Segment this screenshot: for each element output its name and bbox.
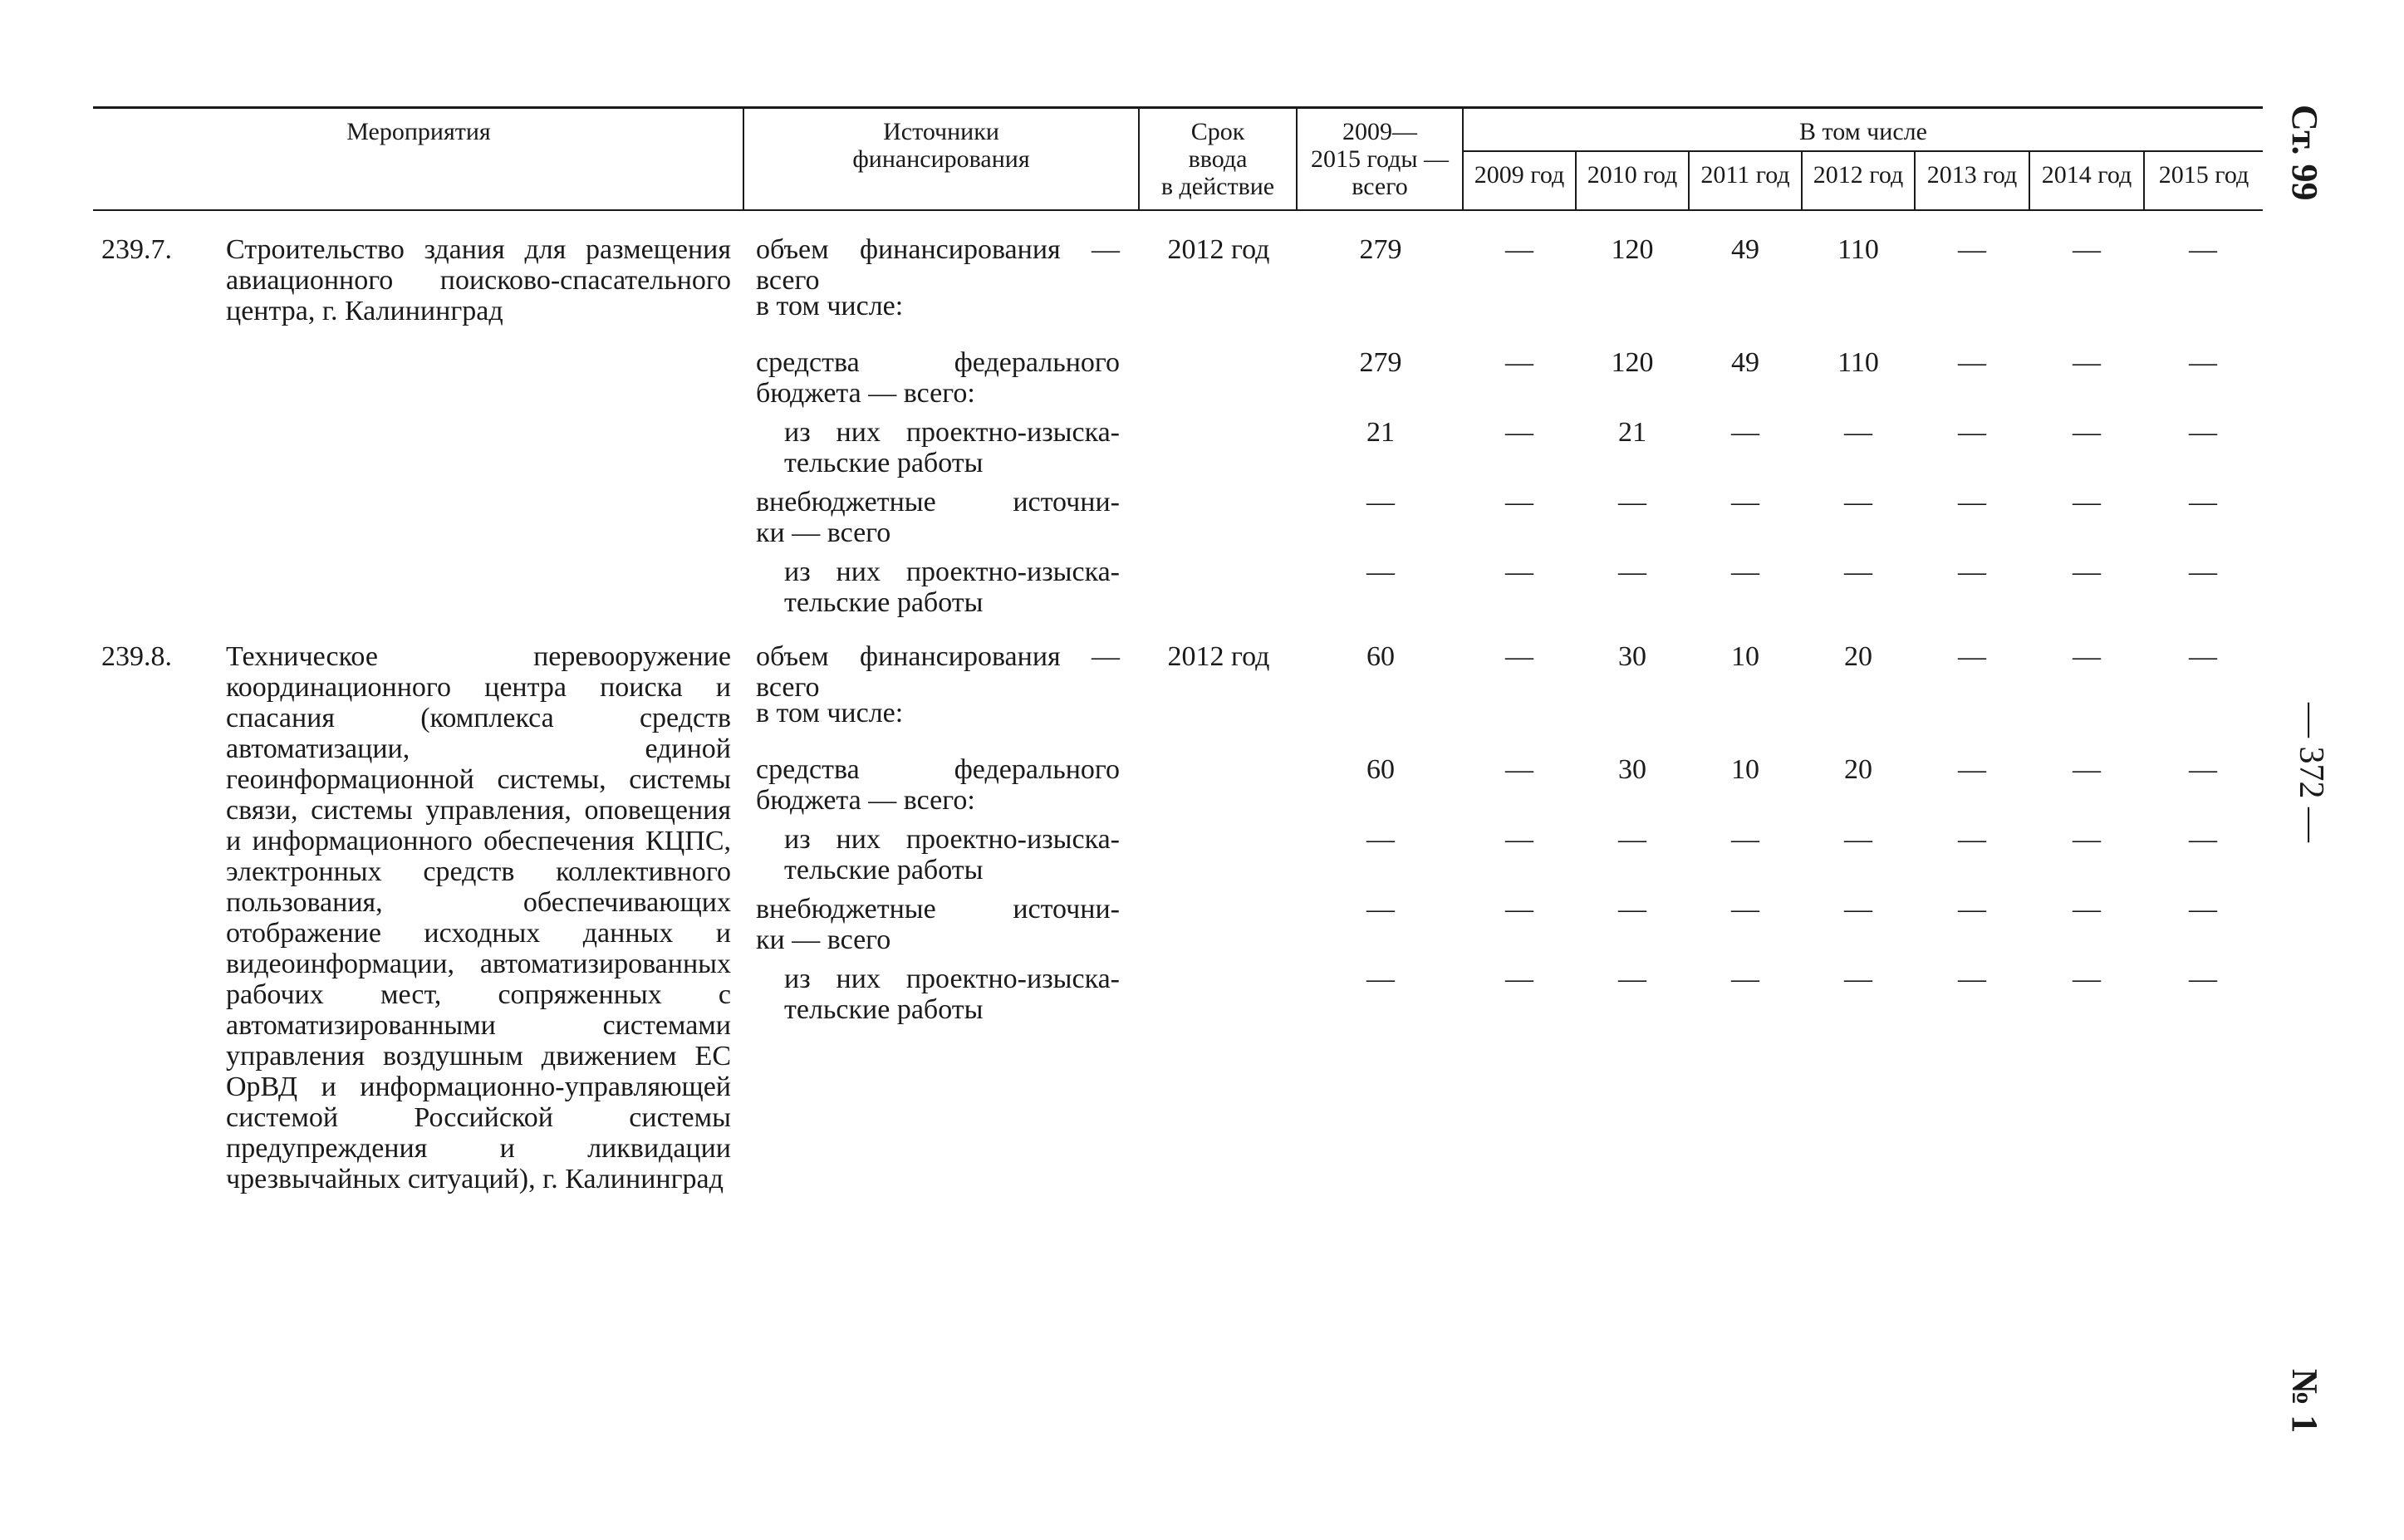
total-value: 21 [1366, 417, 1395, 448]
year-value: 30 [1618, 754, 1646, 785]
year-value: — [1505, 754, 1533, 785]
row-measure: Строительство здания для размещения авиационного поисково-спасательного центра, г. Калининград [226, 234, 731, 326]
year-value: 10 [1731, 641, 1759, 672]
year-value: 20 [1844, 641, 1872, 672]
header-year: 2014 год [2041, 161, 2132, 189]
year-value: — [1844, 964, 1872, 994]
year-value: — [1958, 234, 1986, 265]
year-value: — [1505, 894, 1533, 924]
year-value: 120 [1611, 234, 1654, 265]
year-value: — [1844, 894, 1872, 924]
total-value: — [1366, 557, 1395, 587]
year-value: — [1618, 557, 1646, 587]
year-value: — [1731, 964, 1759, 994]
year-value: — [2189, 487, 2217, 517]
header-total: 2009— 2015 годы — всего [1310, 118, 1450, 200]
year-value: — [1958, 754, 1986, 785]
header-year: 2012 год [1813, 161, 1904, 189]
year-value: — [1618, 964, 1646, 994]
row-measure: Техническое перевооружение координационного центра поиска и спасания (комплекса средств автоматизации, единой геоинформационной системы, системы связи, системы управления, оповещения и информационного обеспечения КЦПС, электронных средств коллективного пользования, обеспечивающих отображение исходных данных и видеоинформации, автоматизированных рабочих мест, сопряженных с автоматизированными системами управления воздушным движением ЕС ОрВД и информационно-управляющей системой Российской системы предупреждения и ликвидации чрезвычайных ситуаций), г. Калининград [226, 641, 731, 1194]
funding-source: в том числе: [756, 291, 904, 321]
year-value: — [2073, 557, 2101, 587]
year-value: — [1505, 234, 1533, 265]
year-value: 110 [1837, 234, 1879, 265]
funding-source: средства федерального бюджета — всего: [756, 754, 1120, 816]
year-value: — [1505, 487, 1533, 517]
year-value: — [1618, 894, 1646, 924]
year-value: — [2189, 824, 2217, 855]
issue-number: № 1 [2284, 1369, 2325, 1434]
year-value: — [2073, 894, 2101, 924]
year-value: — [2073, 754, 2101, 785]
year-value: — [1731, 487, 1759, 517]
year-value: — [1505, 964, 1533, 994]
funding-source: из них проектно-изыска- тельские работы [784, 557, 1120, 618]
row-code: 239.8. [101, 641, 172, 672]
year-value: 110 [1837, 347, 1879, 378]
year-value: — [2073, 347, 2101, 378]
year-value: — [2189, 964, 2217, 994]
header-year: 2010 год [1587, 161, 1678, 189]
total-value: — [1366, 964, 1395, 994]
year-value: — [1731, 557, 1759, 587]
funding-source: внебюджетные источни- ки — всего [756, 894, 1120, 955]
year-value: — [2189, 754, 2217, 785]
year-value: — [2189, 347, 2217, 378]
year-value: — [2189, 641, 2217, 672]
row-term: 2012 год [1167, 641, 1270, 672]
year-value: — [2189, 557, 2217, 587]
year-value: — [1958, 487, 1986, 517]
year-value: — [1505, 417, 1533, 448]
year-value: 30 [1618, 641, 1646, 672]
funding-source: из них проектно-изыска- тельские работы [784, 824, 1120, 885]
year-value: — [2189, 894, 2217, 924]
year-value: — [1844, 487, 1872, 517]
total-value: 60 [1366, 641, 1395, 672]
year-value: 120 [1611, 347, 1654, 378]
year-value: — [1731, 824, 1759, 855]
page-reference: Ст. 99 [2284, 105, 2325, 201]
funding-source: из них проектно-изыска- тельские работы [784, 417, 1120, 478]
year-value: 21 [1618, 417, 1646, 448]
year-value: — [1731, 417, 1759, 448]
funding-source: объем финансирования — всего [756, 234, 1120, 296]
row-term: 2012 год [1167, 234, 1270, 265]
year-value: — [1505, 824, 1533, 855]
year-value: — [2189, 417, 2217, 448]
year-value: — [1505, 557, 1533, 587]
year-value: — [2189, 234, 2217, 265]
header-year: 2015 год [2158, 161, 2249, 189]
year-value: — [2073, 824, 2101, 855]
year-value: — [1958, 894, 1986, 924]
header-group-label: В том числе [1799, 118, 1927, 145]
year-value: — [1958, 347, 1986, 378]
header-term: Срок ввода в действие [1160, 118, 1275, 200]
funding-source: средства федерального бюджета — всего: [756, 347, 1120, 409]
header-measures: Мероприятия [346, 118, 491, 145]
year-value: — [1844, 417, 1872, 448]
header-year: 2013 год [1926, 161, 2018, 189]
year-value: — [2073, 964, 2101, 994]
year-value: 10 [1731, 754, 1759, 785]
funding-source: объем финансирования — всего [756, 641, 1120, 703]
funding-source: внебюджетные источни- ки — всего [756, 487, 1120, 548]
year-value: — [1618, 824, 1646, 855]
total-value: 279 [1359, 234, 1402, 265]
year-value: — [1958, 964, 1986, 994]
year-value: — [1958, 557, 1986, 587]
year-value: 49 [1731, 234, 1759, 265]
year-value: — [2073, 417, 2101, 448]
total-value: — [1366, 894, 1395, 924]
year-value: — [2073, 234, 2101, 265]
funding-source: в том числе: [756, 698, 904, 728]
year-value: — [1505, 347, 1533, 378]
year-value: 20 [1844, 754, 1872, 785]
year-value: — [1731, 894, 1759, 924]
total-value: 279 [1359, 347, 1402, 378]
year-value: — [1505, 641, 1533, 672]
header-bottom-rule [93, 209, 2263, 211]
total-value: — [1366, 824, 1395, 855]
header-year: 2009 год [1474, 161, 1565, 189]
year-value: — [1958, 417, 1986, 448]
year-value: — [1844, 824, 1872, 855]
header-year: 2011 год [1700, 161, 1790, 189]
total-value: 60 [1366, 754, 1395, 785]
year-value: — [1958, 824, 1986, 855]
year-value: — [1618, 487, 1646, 517]
year-value: 49 [1731, 347, 1759, 378]
year-value: — [1958, 641, 1986, 672]
table-top-rule [93, 106, 2263, 109]
year-value: — [2073, 641, 2101, 672]
year-value: — [1844, 557, 1872, 587]
funding-source: из них проектно-изыска- тельские работы [784, 964, 1120, 1025]
page-number: — 372 — [2292, 703, 2330, 842]
row-code: 239.7. [101, 234, 172, 265]
total-value: — [1366, 487, 1395, 517]
header-sources: Источники финансирования [852, 118, 1030, 173]
year-value: — [2073, 487, 2101, 517]
